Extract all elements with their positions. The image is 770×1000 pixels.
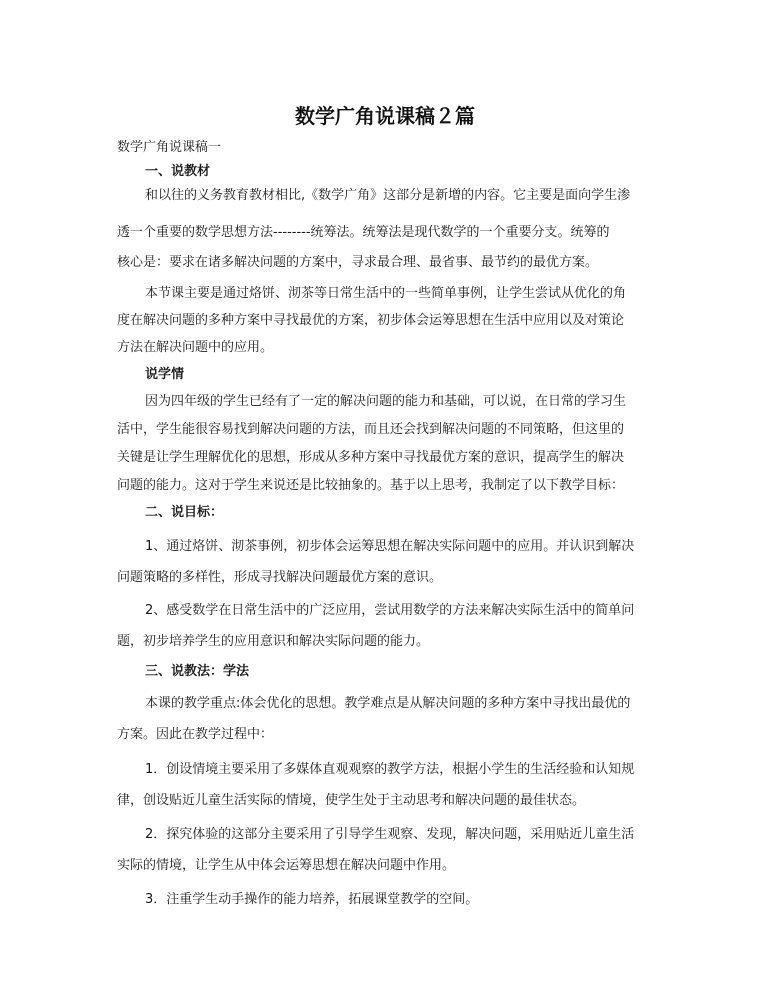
paragraph-line: 透一个重要的数学思想方法--------统筹法。统筹法是现代数学的一个重要分支。统筹的 <box>117 225 610 240</box>
paragraph-line: 问题策略的多样性，形成寻找解决问题最优方案的意识。 <box>117 570 443 585</box>
paragraph-line: 1．创设情境主要采用了多媒体直观观察的教学方法，根据小学生的生活经验和认知规 <box>145 762 635 777</box>
paragraph-line: 2．探究体验的这部分主要采用了引导学生观察、发现，解决问题，采用贴近儿童生活 <box>145 827 635 842</box>
paragraph-line: 方案。因此在教学过程中： <box>117 727 274 742</box>
paragraph-line: 实际的情境，让学生从中体会运筹思想在解决问题中作用。 <box>117 858 456 873</box>
section-heading-objectives: 二、说目标： <box>145 505 224 520</box>
paragraph-line: 活中，学生能很容易找到解决问题的方法，而且还会找到解决问题的不同策略，但这里的 <box>117 422 625 437</box>
paragraph-line: 方法在解决问题中的应用。 <box>117 340 274 355</box>
paragraph-line: 2、感受数学在日常生活中的广泛应用，尝试用数学的方法来解决实际生活中的简单问 <box>145 603 635 618</box>
paragraph-line: 问题的能力。这对于学生来说还是比较抽象的。基于以上思考，我制定了以下教学目标： <box>117 478 625 493</box>
paragraph-line: 本节课主要是通过烙饼、沏茶等日常生活中的一些简单事例，让学生尝试从优化的角 <box>145 286 627 301</box>
paragraph-line: 律，创设贴近儿童生活实际的情境，使学生处于主动思考和解决问题的最佳状态。 <box>117 793 586 808</box>
paragraph-line: 3．注重学生动手操作的能力培养，拓展课堂教学的空间。 <box>145 892 479 907</box>
paragraph-line: 1、通过烙饼、沏茶事例，初步体会运筹思想在解决实际问题中的应用。并认识到解决 <box>145 539 635 554</box>
section-heading-textbook: 一、说教材 <box>145 164 211 179</box>
paragraph-line: 题，初步培养学生的应用意识和解决实际问题的能力。 <box>117 634 430 649</box>
paragraph-line: 度在解决问题的多种方案中寻找最优的方案，初步体会运筹思想在生活中应用以及对策论 <box>117 313 625 328</box>
document-title: 数学广角说课稿２篇 <box>295 104 475 128</box>
paragraph-line: 和以往的义务教育教材相比,《数学广角》这部分是新增的内容。它主要是面向学生渗 <box>145 188 631 203</box>
subtitle: 数学广角说课稿一 <box>117 140 222 155</box>
paragraph-line: 核心是：要求在诸多解决问题的方案中，寻求最合理、最省事、最节约的最优方案。 <box>117 255 599 270</box>
paragraph-line: 关键是让学生理解优化的思想，形成从多种方案中寻找最优方案的意识，提高学生的解决 <box>117 450 625 465</box>
section-heading-methods: 三、说教法：学法 <box>145 664 250 679</box>
paragraph-line: 本课的教学重点:体会优化的思想。教学难点是从解决问题的多种方案中寻找出最优的 <box>145 696 631 711</box>
section-heading-students: 说学情 <box>145 367 185 382</box>
paragraph-line: 因为四年级的学生已经有了一定的解决问题的能力和基础，可以说，在日常的学习生 <box>145 394 627 409</box>
